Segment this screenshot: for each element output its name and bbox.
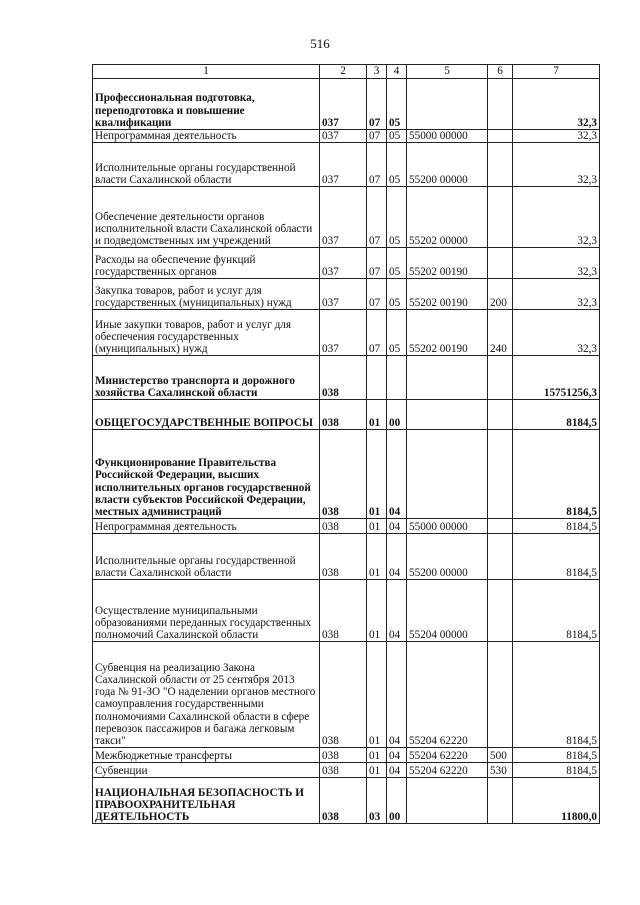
row-csr-cell: 55204 00000 xyxy=(407,580,488,642)
row-csr-cell xyxy=(407,430,488,519)
row-sum-cell: 32,3 xyxy=(513,310,600,356)
row-rz-cell: 01 xyxy=(367,748,387,763)
table-row xyxy=(93,279,600,310)
row-vr-cell xyxy=(488,143,513,187)
table-row xyxy=(93,778,600,824)
col-header-name: 1 xyxy=(93,65,320,79)
row-ved-cell: 038 xyxy=(320,534,367,580)
row-rz-cell: 03 xyxy=(367,778,387,824)
budget-table xyxy=(92,64,600,824)
row-vr-cell xyxy=(488,580,513,642)
row-csr-cell: 55202 00000 xyxy=(407,187,488,248)
row-rz-cell: 01 xyxy=(367,580,387,642)
row-ved-cell: 037 xyxy=(320,130,367,143)
row-ved-cell: 038 xyxy=(320,430,367,519)
table-row xyxy=(93,187,600,248)
row-sum-cell: 8184,5 xyxy=(513,519,600,534)
row-name-cell: ОБЩЕГОСУДАРСТВЕННЫЕ ВОПРОСЫ xyxy=(93,400,320,430)
row-vr-cell: 240 xyxy=(488,310,513,356)
row-name-cell: Закупка товаров, работ и услуг для государственных (муниципальных) нужд xyxy=(93,279,320,310)
row-ved-cell: 038 xyxy=(320,748,367,763)
row-pr-cell xyxy=(387,356,407,400)
row-sum-cell: 32,3 xyxy=(513,143,600,187)
table-row xyxy=(93,430,600,519)
row-rz-cell: 01 xyxy=(367,519,387,534)
col-header-ved: 2 xyxy=(320,65,367,79)
row-vr-cell xyxy=(488,430,513,519)
row-pr-cell: 04 xyxy=(387,763,407,778)
row-pr-cell: 05 xyxy=(387,310,407,356)
row-pr-cell: 04 xyxy=(387,580,407,642)
row-vr-cell xyxy=(488,534,513,580)
row-rz-cell: 07 xyxy=(367,187,387,248)
row-pr-cell: 05 xyxy=(387,143,407,187)
row-csr-cell xyxy=(407,400,488,430)
row-ved-cell: 038 xyxy=(320,519,367,534)
row-sum-cell: 32,3 xyxy=(513,130,600,143)
row-csr-cell xyxy=(407,79,488,130)
table-row xyxy=(93,143,600,187)
row-pr-cell: 05 xyxy=(387,187,407,248)
row-rz-cell: 07 xyxy=(367,310,387,356)
row-ved-cell: 037 xyxy=(320,248,367,279)
row-sum-cell: 32,3 xyxy=(513,248,600,279)
row-sum-cell: 32,3 xyxy=(513,79,600,130)
table-row xyxy=(93,763,600,778)
row-vr-cell xyxy=(488,778,513,824)
row-ved-cell: 038 xyxy=(320,356,367,400)
row-name-cell: Межбюджетные трансферты xyxy=(93,748,320,763)
row-name-cell: Непрограммная деятельность xyxy=(93,130,320,143)
row-rz-cell xyxy=(367,356,387,400)
row-vr-cell: 200 xyxy=(488,279,513,310)
header-row xyxy=(93,65,600,79)
row-rz-cell: 01 xyxy=(367,534,387,580)
row-sum-cell: 8184,5 xyxy=(513,748,600,763)
row-sum-cell: 8184,5 xyxy=(513,534,600,580)
row-pr-cell: 00 xyxy=(387,400,407,430)
table-row xyxy=(93,642,600,748)
row-name-cell: Функционирование Правительства Российской Федерации, высших исполнительных органов государственной власти субъектов Российской Федерации, местных администраций xyxy=(93,430,320,519)
row-csr-cell: 55200 00000 xyxy=(407,143,488,187)
row-name-cell: Осуществление муниципальными образованиями переданных государственных полномочий Сахалинской области xyxy=(93,580,320,642)
col-header-vr: 6 xyxy=(488,65,513,79)
row-csr-cell: 55000 00000 xyxy=(407,130,488,143)
row-ved-cell: 038 xyxy=(320,580,367,642)
row-name-cell: Непрограммная деятельность xyxy=(93,519,320,534)
row-ved-cell: 038 xyxy=(320,400,367,430)
row-ved-cell: 037 xyxy=(320,310,367,356)
row-sum-cell: 8184,5 xyxy=(513,763,600,778)
row-csr-cell: 55200 00000 xyxy=(407,534,488,580)
row-ved-cell: 038 xyxy=(320,778,367,824)
row-rz-cell: 01 xyxy=(367,430,387,519)
row-sum-cell: 32,3 xyxy=(513,279,600,310)
row-name-cell: Субвенции xyxy=(93,763,320,778)
table-row xyxy=(93,400,600,430)
row-pr-cell: 04 xyxy=(387,642,407,748)
row-vr-cell xyxy=(488,248,513,279)
row-sum-cell: 8184,5 xyxy=(513,430,600,519)
row-pr-cell: 00 xyxy=(387,778,407,824)
table-body xyxy=(93,79,600,824)
table-row xyxy=(93,580,600,642)
row-vr-cell xyxy=(488,130,513,143)
row-name-cell: Расходы на обеспечение функций государственных органов xyxy=(93,248,320,279)
row-pr-cell: 04 xyxy=(387,430,407,519)
row-csr-cell: 55204 62220 xyxy=(407,763,488,778)
row-name-cell: Исполнительные органы государственной власти Сахалинской области xyxy=(93,143,320,187)
row-name-cell: Министерство транспорта и дорожного хозяйства Сахалинской области xyxy=(93,356,320,400)
table-row xyxy=(93,534,600,580)
row-csr-cell: 55202 00190 xyxy=(407,310,488,356)
row-name-cell: Иные закупки товаров, работ и услуг для обеспечения государственных (муниципальных) нужд xyxy=(93,310,320,356)
row-ved-cell: 037 xyxy=(320,79,367,130)
row-csr-cell: 55202 00190 xyxy=(407,279,488,310)
row-csr-cell xyxy=(407,778,488,824)
row-rz-cell: 01 xyxy=(367,642,387,748)
row-vr-cell xyxy=(488,400,513,430)
row-pr-cell: 05 xyxy=(387,130,407,143)
table-row xyxy=(93,748,600,763)
row-pr-cell: 04 xyxy=(387,748,407,763)
row-vr-cell: 530 xyxy=(488,763,513,778)
row-rz-cell: 07 xyxy=(367,130,387,143)
row-csr-cell: 55202 00190 xyxy=(407,248,488,279)
row-pr-cell: 04 xyxy=(387,534,407,580)
col-header-sum: 7 xyxy=(513,65,600,79)
row-sum-cell: 32,3 xyxy=(513,187,600,248)
page-number: 516 xyxy=(310,36,330,51)
row-pr-cell: 05 xyxy=(387,248,407,279)
row-csr-cell xyxy=(407,356,488,400)
row-ved-cell: 037 xyxy=(320,279,367,310)
row-vr-cell xyxy=(488,356,513,400)
row-name-cell: Исполнительные органы государственной власти Сахалинской области xyxy=(93,534,320,580)
row-sum-cell: 15751256,3 xyxy=(513,356,600,400)
col-header-rz: 3 xyxy=(367,65,387,79)
row-vr-cell xyxy=(488,519,513,534)
row-vr-cell xyxy=(488,187,513,248)
table-row xyxy=(93,310,600,356)
table-row xyxy=(93,356,600,400)
row-ved-cell: 037 xyxy=(320,143,367,187)
row-name-cell: Профессиональная подготовка, переподготовка и повышение квалификации xyxy=(93,79,320,130)
row-csr-cell: 55204 62220 xyxy=(407,748,488,763)
row-sum-cell: 8184,5 xyxy=(513,642,600,748)
table-row xyxy=(93,79,600,130)
row-rz-cell: 01 xyxy=(367,763,387,778)
row-ved-cell: 037 xyxy=(320,187,367,248)
col-header-csr: 5 xyxy=(407,65,488,79)
row-pr-cell: 04 xyxy=(387,519,407,534)
row-rz-cell: 07 xyxy=(367,143,387,187)
row-ved-cell: 038 xyxy=(320,763,367,778)
row-name-cell: Обеспечение деятельности органов исполнительной власти Сахалинской области и подведомственных им учреждений xyxy=(93,187,320,248)
col-header-pr: 4 xyxy=(387,65,407,79)
row-rz-cell: 07 xyxy=(367,248,387,279)
row-rz-cell: 07 xyxy=(367,79,387,130)
row-vr-cell xyxy=(488,642,513,748)
row-rz-cell: 07 xyxy=(367,279,387,310)
row-csr-cell: 55000 00000 xyxy=(407,519,488,534)
row-sum-cell: 8184,5 xyxy=(513,580,600,642)
row-vr-cell: 500 xyxy=(488,748,513,763)
row-rz-cell: 01 xyxy=(367,400,387,430)
row-pr-cell: 05 xyxy=(387,79,407,130)
table-row xyxy=(93,248,600,279)
row-name-cell: Субвенция на реализацию Закона Сахалинской области от 25 сентября 2013 года № 91-ЗО "О наделении органов местного самоуправления государственными полномочиями Сахалинской области в сфере перевозок пассажиров и багажа легковым такси" xyxy=(93,642,320,748)
row-sum-cell: 11800,0 xyxy=(513,778,600,824)
table-row xyxy=(93,130,600,143)
row-csr-cell: 55204 62220 xyxy=(407,642,488,748)
row-ved-cell: 038 xyxy=(320,642,367,748)
table-row xyxy=(93,519,600,534)
row-vr-cell xyxy=(488,79,513,130)
row-pr-cell: 05 xyxy=(387,279,407,310)
row-sum-cell: 8184,5 xyxy=(513,400,600,430)
row-name-cell: НАЦИОНАЛЬНАЯ БЕЗОПАСНОСТЬ И ПРАВООХРАНИТЕЛЬНАЯ ДЕЯТЕЛЬНОСТЬ xyxy=(93,778,320,824)
